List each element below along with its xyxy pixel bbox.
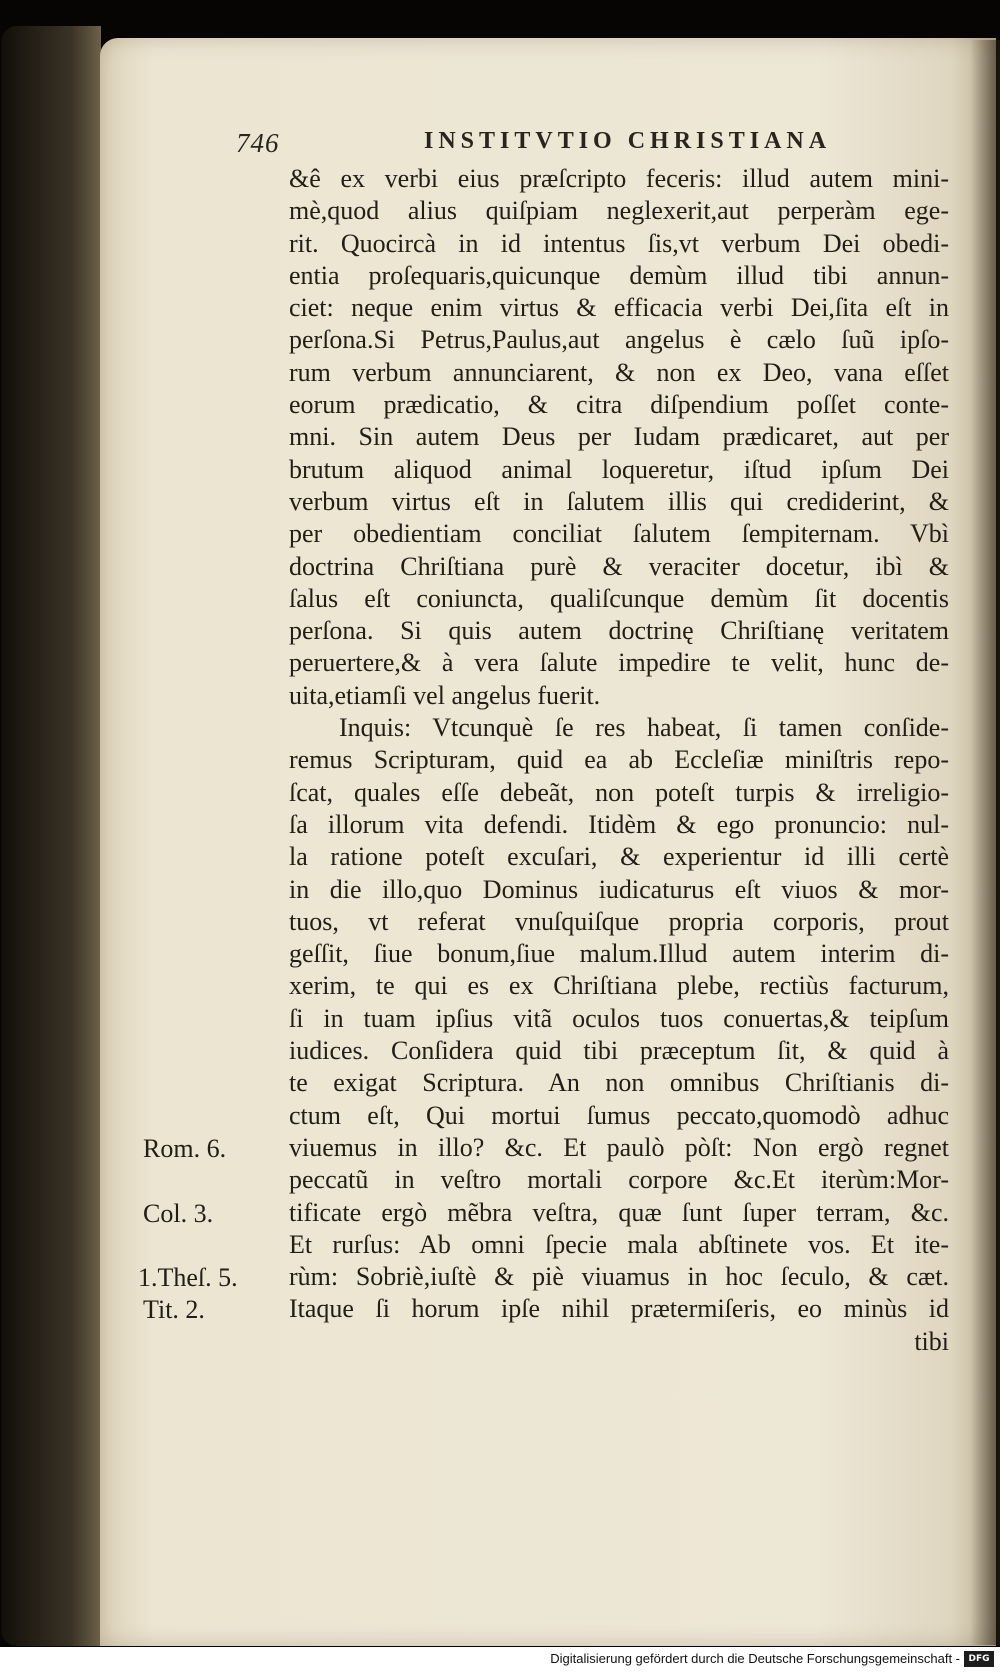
margin-note: Col. 3. bbox=[143, 1199, 214, 1228]
text-line: remus Scripturam, quid ea ab Eccleſiæ miniſtris repo- bbox=[289, 745, 949, 775]
text-line: peccatũ in veſtro mortali corpore &c.Et iterùm:Mor- bbox=[289, 1165, 949, 1195]
text-line: rit. Quocircà in id intentus ſis,vt verbum Dei obedi- bbox=[289, 228, 949, 258]
text-line: Inquis: Vtcunquè ſe res habeat, ſi tamen conſide- bbox=[339, 713, 949, 743]
text-line: Itaque ſi horum ipſe nihil prætermiſeris, eo minùs id bbox=[289, 1294, 949, 1324]
text-line: ſi in tuam ipſius vitã oculos tuos conuertas,& teipſum bbox=[289, 1003, 949, 1033]
footer-credit: Digitalisierung gefördert durch die Deutsche Forschungsgemeinschaft - bbox=[550, 1651, 960, 1666]
text-line: brutum aliquod animal loqueretur, iſtud ipſum Dei bbox=[289, 454, 949, 484]
text-line: rum verbum annunciarent, & non ex Deo, vana eſſet bbox=[289, 357, 949, 387]
text-line: uita,etiamſi vel angelus fuerit. bbox=[289, 680, 601, 710]
text-line: geſſit, ſiue bonum,ſiue malum.Illud autem interim di- bbox=[289, 939, 949, 969]
page-stack-edge bbox=[1, 26, 101, 1646]
text-line: te exigat Scriptura. An non omnibus Chriſtianis di- bbox=[289, 1068, 949, 1098]
text-line: ſa illorum vita defendi. Itidèm & ego pronuncio: nul- bbox=[289, 809, 949, 839]
text-line: ſalus eſt coniuncta, qualiſcunque demùm ſit docentis bbox=[289, 583, 949, 613]
text-line: viuemus in illo? &c. Et paulò pòſt: Non ergò regnet bbox=[289, 1132, 949, 1162]
text-line: iudices. Conſidera quid tibi præceptum ſit, & quid à bbox=[289, 1036, 949, 1066]
text-line: per obedientiam conciliat ſalutem ſempiternam. Vbì bbox=[289, 519, 949, 549]
text-line: peruertere,& à vera ſalute impedire te velit, hunc de- bbox=[289, 648, 949, 678]
text-line: mni. Sin autem Deus per Iudam prædicaret, aut per bbox=[289, 422, 949, 452]
margin-note: Rom. 6. bbox=[143, 1134, 227, 1163]
catchword: tibi bbox=[914, 1326, 949, 1356]
text-line: tificate ergò mẽbra veſtra, quæ ſunt ſuper terram, &c. bbox=[289, 1197, 949, 1227]
text-line: entia proſequaris,quicunque demùm illud tibi annun- bbox=[289, 260, 949, 290]
digitization-footer bbox=[0, 1647, 1000, 1673]
text-line: ciet: neque enim virtus & efficacia verbi Dei,ſita eſt in bbox=[289, 293, 949, 323]
text-line: xerim, te qui es ex Chriſtiana plebe, rectiùs facturum, bbox=[289, 971, 949, 1001]
text-line: eorum prædicatio, & citra diſpendium poſſet conte- bbox=[289, 390, 949, 420]
text-line: verbum virtus eſt in ſalutem illis qui crediderint, & bbox=[289, 486, 949, 516]
text-line: tuos, vt referat vnuſquiſque propria corporis, prout bbox=[289, 906, 949, 936]
text-line: doctrina Chriſtiana purè & veraciter docetur, ibì & bbox=[289, 551, 949, 581]
margin-note: Tit. 2. bbox=[143, 1295, 205, 1324]
text-line: Et rurſus: Ab omni ſpecie mala abſtinete vos. Et ite- bbox=[289, 1229, 949, 1259]
text-line: ſcat, quales eſſe debeãt, non poteſt turpis & irreligio- bbox=[289, 777, 949, 807]
text-line: in die illo,quo Dominus iudicaturus eſt viuos & mor- bbox=[289, 874, 949, 904]
text-line: perſona. Si quis autem doctrinę Chriſtianę veritatem bbox=[289, 616, 949, 646]
running-head: INSTITVTIO CHRISTIANA bbox=[424, 128, 832, 154]
gutter-shadow bbox=[970, 40, 1000, 1645]
page-number: 746 bbox=[236, 128, 280, 158]
text-line: &ê ex verbi eius præſcripto feceris: illud autem mini- bbox=[289, 164, 949, 193]
text-line: perſona.Si Petrus,Paulus,aut angelus è cælo ſuũ ipſo- bbox=[289, 325, 949, 355]
body-text bbox=[289, 163, 949, 1358]
text-line: mè,quod alius quiſpiam neglexerit,aut perperàm ege- bbox=[289, 196, 949, 226]
text-line: la ratione poteſt excuſari, & experientur id illi certè bbox=[289, 842, 949, 872]
text-line: rùm: Sobriè,iuſtè & piè viuamus in hoc ſeculo, & cæt. bbox=[289, 1262, 949, 1292]
margin-note: 1.Theſ. 5. bbox=[138, 1263, 238, 1292]
text-line: ctum eſt, Qui mortui ſumus peccato,quomodò adhuc bbox=[289, 1100, 949, 1130]
dfg-logo-icon: DFG bbox=[964, 1651, 994, 1667]
